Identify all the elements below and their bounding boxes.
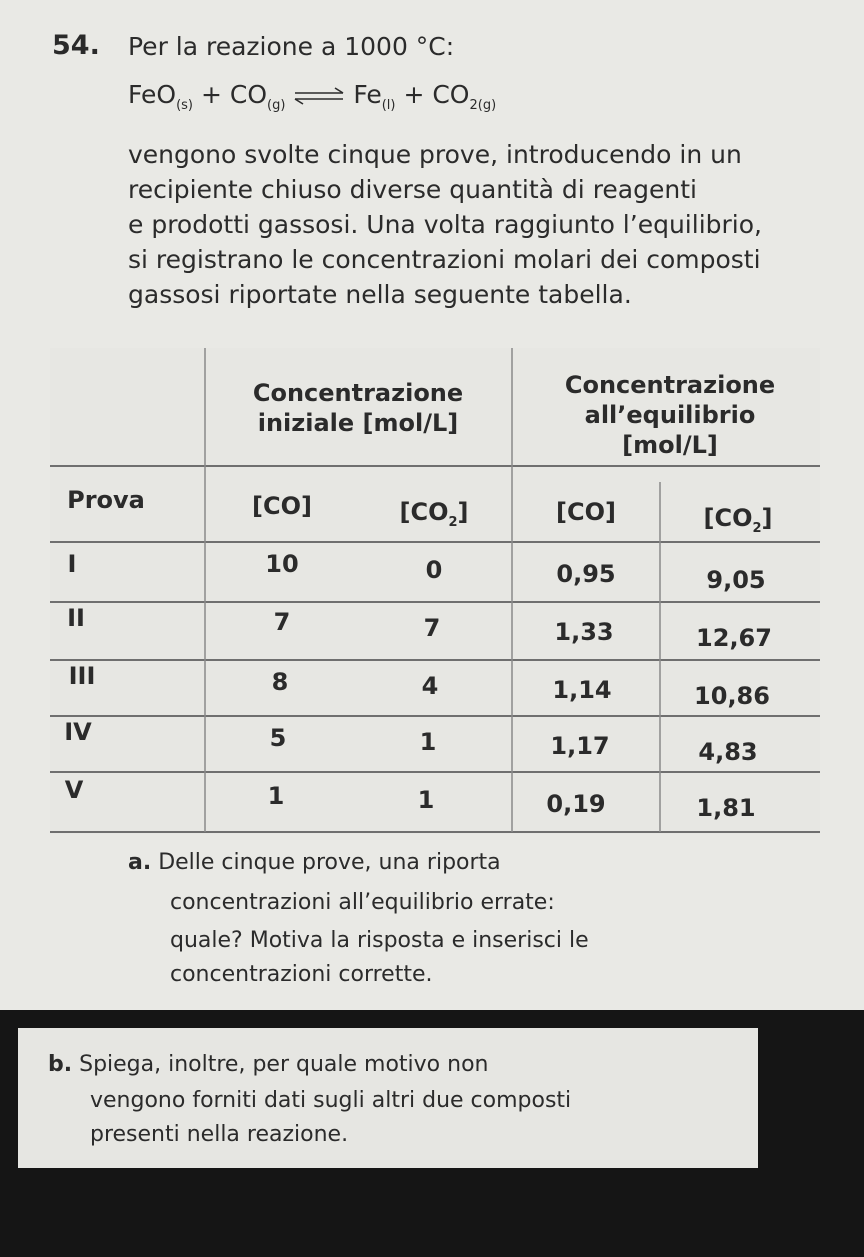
col-header-trial: Prova <box>67 486 145 514</box>
header-eq-line3: [mol/L] <box>622 431 718 459</box>
row-5-co-equilibrium: 0,19 <box>546 790 606 818</box>
row-5-co-initial: 1 <box>267 782 285 810</box>
row-2-trial: II <box>67 604 85 632</box>
col-header-co-equilibrium: [CO] <box>556 498 616 526</box>
equilibrium-arrow-icon <box>293 87 345 105</box>
row-4-co-equilibrium: 1,17 <box>550 732 610 760</box>
reaction-equation <box>128 80 496 113</box>
eq-reactant2-state: (g) <box>267 98 286 113</box>
row-5-co2-equilibrium: 1,81 <box>696 794 756 822</box>
col-header-co-initial: [CO] <box>252 492 312 520</box>
row-3-co2-equilibrium: 10,86 <box>694 682 770 710</box>
col-header-co2-initial: $[CO_2]$ <box>399 498 469 530</box>
eq-product2-state: 2(g) <box>469 98 497 113</box>
question-a-line-3: quale? Motiva la risposta e inserisci le <box>170 928 589 953</box>
header-equilibrium-concentration <box>565 370 775 460</box>
row-3-co2-initial: 4 <box>421 672 439 700</box>
row-1-co-initial: 10 <box>265 550 299 578</box>
row-2-co2-initial: 7 <box>423 614 441 642</box>
question-b-label: b. <box>48 1052 73 1077</box>
row-4-co2-initial: 1 <box>419 728 437 756</box>
question-b-line-3: presenti nella reazione. <box>90 1122 349 1147</box>
row-5-trial: V <box>64 776 84 804</box>
eq-reactant1: FeO <box>128 80 177 109</box>
row-5-co2-initial: 1 <box>417 786 435 814</box>
row-1-trial: I <box>67 550 77 578</box>
row-4-trial: IV <box>64 718 92 746</box>
eq-reactant1-state: (s) <box>176 98 193 113</box>
row-4-co2-equilibrium: 4,83 <box>698 738 758 766</box>
question-a-line-1: a. Delle cinque prove, una riporta <box>128 850 501 875</box>
row-3-co-equilibrium: 1,14 <box>552 676 612 704</box>
question-a-label: a. <box>128 850 152 875</box>
text-line-4: si registrano le concentrazioni molari dei composti <box>128 245 761 274</box>
eq-product1: Fe <box>353 80 382 109</box>
header-initial-line2: iniziale [mol/L] <box>257 409 459 437</box>
eq-reactant2: CO <box>229 80 267 109</box>
row-3-trial: III <box>68 662 96 690</box>
text-line-1: vengono svolte cinque prove, introducendo in un <box>128 140 742 169</box>
question-b-line-1: b. Spiega, inoltre, per quale motivo non <box>48 1052 489 1077</box>
row-1-co2-initial: 0 <box>425 556 443 584</box>
text-line-3: e prodotti gassosi. Una volta raggiunto l’equilibrio, <box>128 210 762 239</box>
question-a-line-2: concentrazioni all’equilibrio errate: <box>170 890 555 915</box>
row-1-co2-equilibrium: 9,05 <box>706 566 766 594</box>
row-3-co-initial: 8 <box>271 668 289 696</box>
row-2-co-initial: 7 <box>273 608 291 636</box>
row-2-co-equilibrium: 1,33 <box>554 618 614 646</box>
question-b-line-2: vengono forniti dati sugli altri due composti <box>90 1088 572 1113</box>
exercise-intro: Per la reazione a 1000 °C: <box>128 32 455 61</box>
text-line-2: recipiente chiuso diverse quantità di reagenti <box>128 175 697 204</box>
concentration-table <box>50 348 820 834</box>
header-initial-concentration <box>253 378 463 438</box>
question-b-strip <box>18 1028 758 1168</box>
eq-plus1: + <box>200 80 222 109</box>
row-4-co-initial: 5 <box>269 724 287 752</box>
row-1-co-equilibrium: 0,95 <box>556 560 616 588</box>
question-a-line-4: concentrazioni corrette. <box>170 962 433 987</box>
eq-product2: CO <box>432 80 470 109</box>
eq-plus2: + <box>403 80 425 109</box>
text-line-5: gassosi riportate nella seguente tabella. <box>128 280 632 309</box>
header-eq-line1: Concentrazione <box>564 371 776 399</box>
col-header-co2-equilibrium: $[CO_2]$ <box>703 504 773 536</box>
exercise-number: 54. <box>52 30 100 61</box>
eq-product1-state: (l) <box>381 98 396 113</box>
header-eq-line2: all’equilibrio <box>584 401 756 429</box>
header-initial-line1: Concentrazione <box>252 379 464 407</box>
row-2-co2-equilibrium: 12,67 <box>696 624 772 652</box>
